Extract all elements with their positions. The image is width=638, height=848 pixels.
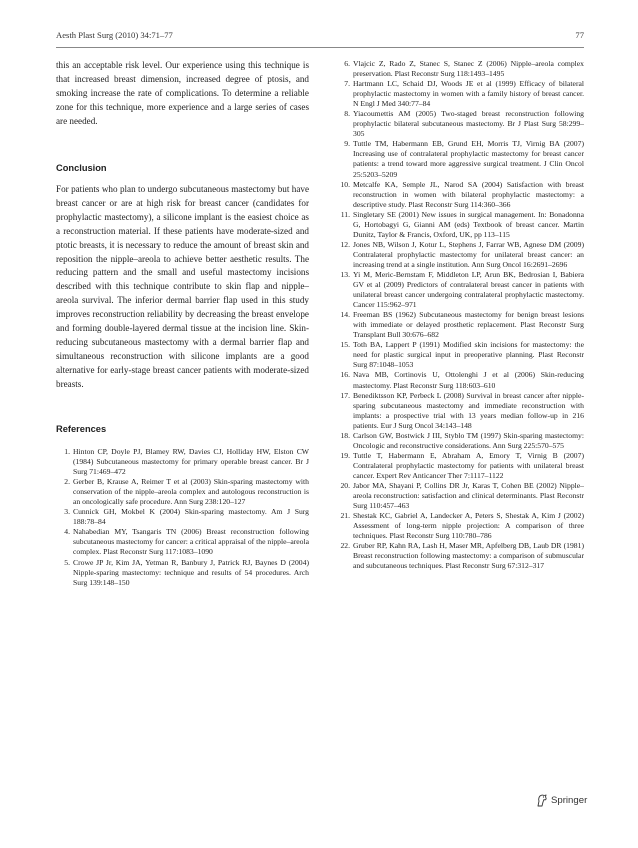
reference-number: 15. xyxy=(340,340,350,350)
left-column xyxy=(56,59,309,587)
right-column xyxy=(331,59,584,571)
reference-list-right xyxy=(331,59,584,571)
reference-text: Freeman BS (1962) Subcutaneous mastectomy for benign breast lesions with immediate or delayed prosthetic replacement. Plast Reconstr Surg Transplant Bull 30:676–682 xyxy=(353,310,584,340)
references-heading: References xyxy=(56,424,107,434)
reference-item xyxy=(56,507,309,527)
reference-number: 9. xyxy=(344,139,350,149)
reference-text: Shestak KC, Gabriel A, Landecker A, Peters S, Shestak A, Kim J (2002) Assessment of long-term nipple projection: A comparison of three techniques. Plast Reconstr Surg 110:780–786 xyxy=(353,511,584,541)
reference-item xyxy=(331,59,584,79)
running-header xyxy=(56,30,584,44)
reference-text: Hartmann LC, Schaid DJ, Woods JE et al (1999) Efficacy of bilateral prophylactic mastectomy in women with a family history of breast cancer. N Engl J Med 340:77–84 xyxy=(353,79,584,109)
reference-item xyxy=(56,558,309,588)
reference-text: Metcalfe KA, Semple JL, Narod SA (2004) Satisfaction with breast reconstruction in women with bilateral prophylactic mastectomy: a descriptive study. Plast Reconstr Surg 114:360–366 xyxy=(353,179,584,209)
reference-text: Gruber RP, Kahn RA, Lash H, Maser MR, Apfelberg DB, Laub DR (1981) Breast reconstruction following mastectomy: a comparison of submuscular and subcutaneous techniques. Plast Reconstr Surg 67:312–317 xyxy=(353,541,584,571)
reference-number: 5. xyxy=(64,557,70,567)
reference-text: Tuttle T, Habermann E, Abraham A, Emory T, Virnig B (2007) Contralateral prophylactic mastectomy for patients with unilateral breast cancer. Expert Rev Anticancer Ther 7:1117–1122 xyxy=(353,450,584,480)
reference-text: Nava MB, Cortinovis U, Ottolenghi J et al (2006) Skin-reducing mastectomy. Plast Reconstr Surg 118:603–610 xyxy=(353,370,584,390)
reference-number: 17. xyxy=(340,390,350,400)
reference-number: 6. xyxy=(344,59,350,68)
reference-number: 12. xyxy=(340,239,350,249)
conclusion-heading: Conclusion xyxy=(56,163,107,173)
reference-text: Carlson GW, Bostwick J III, Styblo TM (1997) Skin-sparing mastectomy: Oncologic and reconstructive considerations. Ann Surg 225:570–575 xyxy=(353,430,584,450)
reference-text: Toth BA, Lappert P (1991) Modified skin incisions for mastectomy: the need for plastic surgical input in preoperative planning. Plast Reconstr Surg 87:1048–1053 xyxy=(353,340,584,370)
reference-number: 11. xyxy=(340,209,350,219)
reference-item xyxy=(331,109,584,139)
reference-text: Crowe JP Jr, Kim JA, Yetman R, Banbury J, Patrick RJ, Baynes D (2004) Nipple-sparing mastectomy: technique and results of 54 procedures. Arch Surg 139:148–150 xyxy=(73,557,309,587)
reference-item xyxy=(331,240,584,270)
reference-number: 21. xyxy=(340,511,350,521)
reference-text: Vlajcic Z, Rado Z, Stanec S, Stanec Z (2006) Nipple–areola complex preservation. Plast Reconstr Surg 118:1493–1495 xyxy=(353,59,584,79)
reference-text: Tuttle TM, Habermann EB, Grund EH, Morris TJ, Virnig BA (2007) Increasing use of contralateral prophylactic mastectomy for breast cancer patients: a trend toward more aggressive surgical treatment. J Clin Oncol 25:5203–5209 xyxy=(353,139,584,179)
reference-number: 10. xyxy=(340,179,350,189)
reference-number: 2. xyxy=(64,477,70,487)
reference-number: 20. xyxy=(340,480,350,490)
reference-number: 14. xyxy=(340,310,350,320)
reference-number: 8. xyxy=(344,109,350,119)
reference-text: Cunnick GH, Mokbel K (2004) Skin-sparing mastectomy. Am J Surg 188:78–84 xyxy=(73,507,309,527)
reference-item xyxy=(331,79,584,109)
reference-text: Gerber B, Krause A, Reimer T et al (2003) Skin-sparing mastectomy with conservation of the nipple–areola complex and autologous reconstruction is an oncologically safe procedure. Ann Surg 238:120–127 xyxy=(73,477,309,507)
springer-horse-icon xyxy=(536,794,548,807)
reference-text: Benediktsson KP, Perbeck L (2008) Survival in breast cancer after nipple-sparing subcutaneous mastectomy and immediate reconstruction with implants: a prospective trial with 13 years median follow-up in 216 patients. Eur J Surg Oncol 34:143–148 xyxy=(353,390,584,430)
conclusion-paragraph: For patients who plan to undergo subcutaneous mastectomy but have breast cancer or are at high risk for breast cancer (candidates for prophylactic mastectomy), a silicone implant is the easiest choice as a reconstruction material. If these patients have moderate-sized and ptotic breasts, it is necessary to reduce the amount of breast skin and reposition the nipple–areola to achieve better aesthetic results. The reducing pattern and the small and useful mastectomy incisions described with this technique contribute to skin flap and nipple–areola survival. The inferior dermal barrier flap used in this study improves reconstruction reliability by decreasing the breast envelope and forming double-layered dermal tissue at the incision line. Skin-reducing subcutaneous mastectomy with a dermal barrier flap and simultaneous reconstruction with silicone implants are a good alternative for early-stage breast cancer patients with moderate-sized breasts. xyxy=(56,184,309,389)
reference-text: Hinton CP, Doyle PJ, Blamey RW, Davies CJ, Holliday HW, Elston CW (1984) Subcutaneous mastectomy for primary operable breast cancer. Br J Surg 71:469–472 xyxy=(73,447,309,477)
reference-number: 13. xyxy=(340,269,350,279)
journal-citation: Aesth Plast Surg (2010) 34:71–77 xyxy=(56,30,173,40)
reference-number: 22. xyxy=(340,541,350,551)
reference-number: 18. xyxy=(340,430,350,440)
reference-text: Yi M, Meric-Bernstam F, Middleton LP, Arun BK, Bedrosian I, Babiera GV et al (2009) Predictors of contralateral breast cancer in patients with unilateral breast cancer undergoing contralateral prophylactic mastectomy. Cancer 115:962–971 xyxy=(353,269,584,310)
reference-number: 7. xyxy=(344,79,350,89)
intro-paragraph: this an acceptable risk level. Our experience using this technique is that increased breast dimension, increased degree of ptosis, and smoking increase the rate of complications. To determine a reliable zone for this technique, more experience and a large series of cases are needed. xyxy=(56,60,309,126)
reference-item xyxy=(331,431,584,451)
reference-text: Nahabedian MY, Tsangaris TN (2006) Breast reconstruction following subcutaneous mastectomy for cancer: a critical appraisal of the nipple–areola complex. Plast Reconstr Surg 117:1083–1090 xyxy=(73,527,309,557)
reference-number: 4. xyxy=(64,527,70,537)
reference-item xyxy=(331,340,584,370)
reference-item xyxy=(331,270,584,310)
reference-item xyxy=(331,451,584,481)
reference-item xyxy=(331,511,584,541)
page-number: 77 xyxy=(575,30,584,40)
reference-number: 3. xyxy=(64,507,70,517)
publisher-logo xyxy=(536,793,587,807)
reference-number: 1. xyxy=(64,447,70,456)
reference-text: Jones NB, Wilson J, Kotur L, Stephens J, Farrar WB, Agnese DM (2009) Contralateral prophylactic mastectomy for unilateral breast cancer: an increasing trend at a single institution. Ann Surg Oncol 16:2691–2696 xyxy=(353,239,584,269)
reference-item xyxy=(56,447,309,477)
reference-number: 19. xyxy=(340,450,350,460)
reference-text: Jabor MA, Shayani P, Collins DR Jr, Karas T, Cohen BE (2002) Nipple–areola reconstruction: satisfaction and clinical determinants. Plast Reconstr Surg 110:457–463 xyxy=(353,480,584,511)
reference-item xyxy=(56,477,309,507)
publisher-name: Springer xyxy=(551,794,588,806)
reference-item xyxy=(331,541,584,571)
reference-item xyxy=(331,180,584,210)
reference-item xyxy=(331,210,584,240)
reference-text: Yiacoumettis AM (2005) Two-staged breast reconstruction following prophylactic bilateral subcutaneous mastectomy. Br J Plast Surg 58:299–305 xyxy=(353,109,584,139)
reference-list-left xyxy=(56,447,309,588)
reference-text: Singletary SE (2001) New issues in surgical management. In: Bonadonna G, Hortobagyi G, Gianni AM (eds) Textbook of breast cancer. Martin Dunitz, Taylor & Francis, Oxford, UK, pp 113–115 xyxy=(353,209,584,239)
header-rule xyxy=(56,47,584,48)
reference-item xyxy=(56,527,309,557)
reference-item xyxy=(331,139,584,179)
reference-item xyxy=(331,310,584,340)
reference-item xyxy=(331,391,584,431)
reference-number: 16. xyxy=(340,370,350,380)
reference-item xyxy=(331,481,584,511)
reference-item xyxy=(331,370,584,390)
